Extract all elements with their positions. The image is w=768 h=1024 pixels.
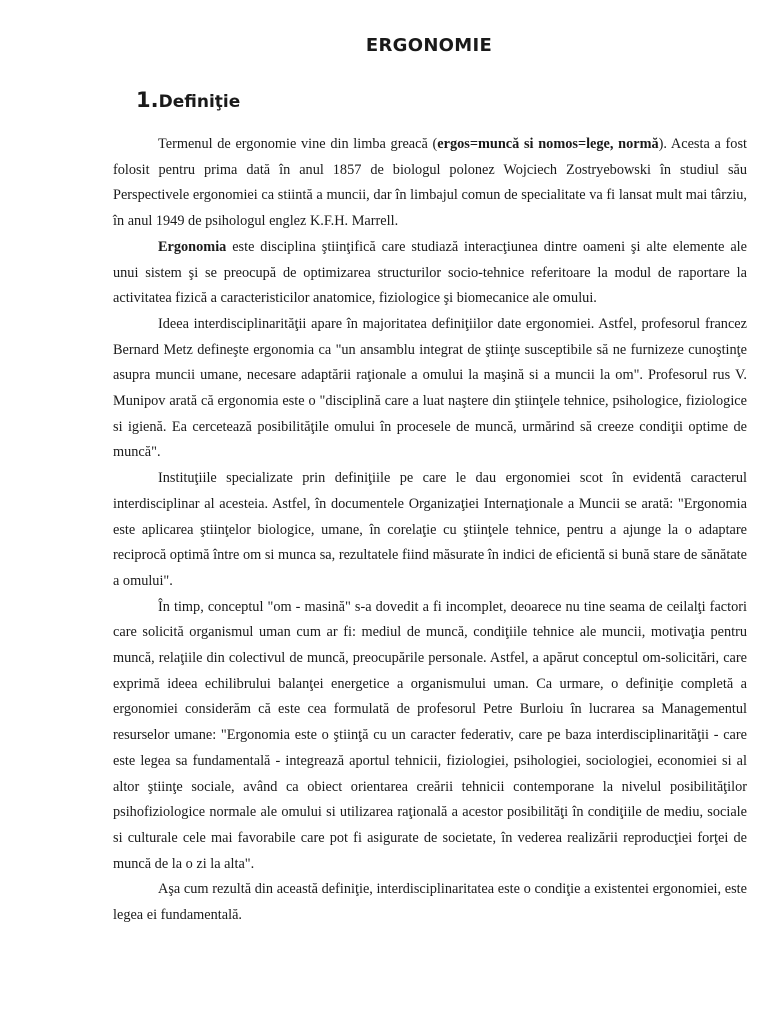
- document-title: ERGONOMIE: [365, 35, 493, 56]
- paragraph-text: este disciplina ştiinţifică care studiază interacţiunea dintre oameni şi alte elemente ale unui sistem şi se preocupă de optimizarea structurilor socio-tehnice referitoare la modul de raportare la activitatea fizică a caracteristicilor anatomice, fiziologice şi biomecanice ale omului.: [113, 238, 747, 307]
- bold-term: Ergonomia: [158, 238, 227, 255]
- paragraph-text: Ideea interdisciplinarităţii apare în majoritatea definiţiilor date ergonomiei. Astfel, profesorul francez Bernard Metz defineşte ergonomia ca "un ansamblu integrat de ştiinţe susceptibile să ne furnizeze cunoştinţe asupra muncii umane, necesare adaptării raţionale a omului la maşină si a muncii la om". Profesorul rus V. Munipov arată că ergonomia este o "disciplină care a luat naştere din ştiinţele tehnice, psihologice, fiziologice si igienă. Ea cercetează posibilităţile omului în procesele de muncă, urmărind să creeze condiţii optime de muncă".: [113, 315, 747, 461]
- paragraph: [113, 595, 747, 878]
- section-heading: [136, 88, 240, 112]
- bold-term: ergos=muncă si nomos=lege, normă: [437, 136, 659, 152]
- paragraph-text: Aşa cum rezultă din această definiţie, interdisciplinaritatea este o condiţie a existentei ergonomiei, este legea ei fundamentală.: [113, 881, 747, 924]
- section-number: 1.: [136, 88, 159, 112]
- paragraph: [113, 312, 747, 466]
- paragraph-text: ). Acesta a fost folosit pentru prima dată în anul 1857 de biologul polonez Wojciech Zostryebowski în studiul său Perspectivele ergonomiei ca stiintă a muncii, dar în limbajul comun de specialitate va fi lansat mult mai târziu, în anul 1949 de psihologul englez K.F.H. Marrell.: [113, 136, 747, 230]
- paragraph: [113, 235, 747, 312]
- paragraph-text: În timp, conceptul "om - masină" s-a dovedit a fi incomplet, deoarece nu tine seama de ceilalţi factori care solicită organismul uman cum ar fi: mediul de muncă, condiţiile tehnice ale muncii, motivaţia pentru muncă, relaţiile din colectivul de muncă, preocupările personale. Astfel, a apărut conceptul om-solicitări, care exprimă ideea echilibrului balanţei energetice a organismului uman. Ca urmare, o definiţie completă a ergonomiei considerăm că este cea formulată de profesorul Petre Burloiu în lucrarea sa Managementul resurselor umane: "Ergonomia este o ştiinţă cu un caracter federativ, care pe baza interdisciplinarităţii - care este legea sa fundamentală - integrează aportul tehnicii, fiziologiei, psihologiei, sociologiei, economiei si al altor ştiinţe sociale, având ca obiect orientarea creării tehnicii contemporane la nivelul posibilităţilor psihofiziologice normale ale omului si utilizarea raţională a acestor posibilităţi în condiţiile de mediu, sociale si culturale cele mai favorabile care pot fi asigurate de societate, în vederea realizării reproducţiei forţei de muncă de la o zi la alta".: [113, 598, 747, 872]
- paragraph-text: Instituţiile specializate prin definiţiile pe care le dau ergonomiei scot în evidentă caracterul interdisciplinar al acesteia. Astfel, în documentele Organizaţiei Internaţionale a Muncii se arată: "Ergonomia este aplicarea ştiinţelor biologice, umane, în corelaţie cu ştiinţele tehnice, pentru a ajunge la o adaptare reciprocă optimă între om si munca sa, rezultatele fiind măsurate în indici de eficientă si bună stare de sănătate a omului".: [113, 470, 747, 589]
- paragraph: [113, 877, 747, 928]
- paragraph: [113, 132, 747, 235]
- paragraph: [113, 466, 747, 595]
- body-text: [113, 132, 747, 929]
- section-heading-text: Definiţie: [158, 92, 241, 112]
- paragraph-text: Termenul de ergonomie vine din limba greacă (: [158, 136, 438, 152]
